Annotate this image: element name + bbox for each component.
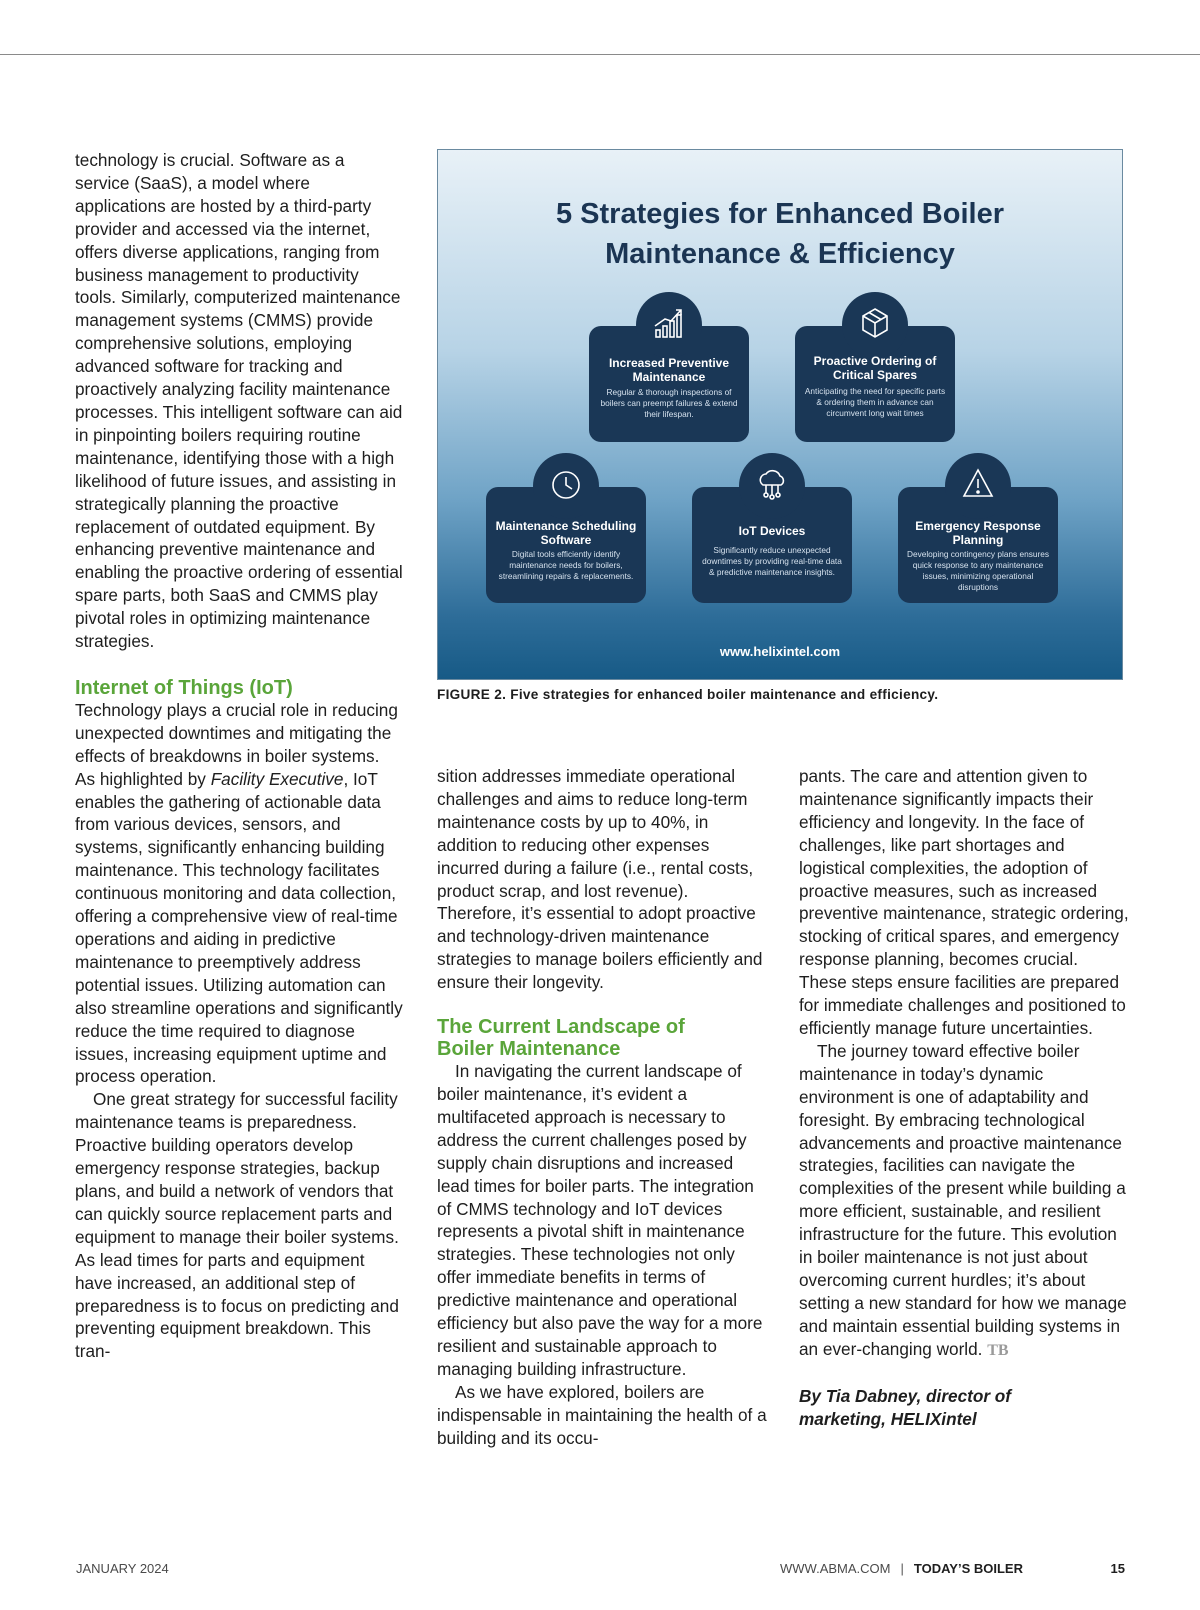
paragraph: pants. The care and attention given to maintenance significantly impacts their efficiency and longevity. In the face of challenges, like part shortages and logistical complexities, the adoption of proactive measures, such as increased preventive maintenance, strategic ordering, stocking of critical spares, and emergency response planning, becomes crucial. These steps ensure facilities are prepared for immediate challenges and positioned to efficiently manage future uncertainties. — [799, 766, 1129, 1038]
parts-box-icon — [842, 292, 908, 358]
growth-chart-icon — [636, 292, 702, 358]
end-mark: TB — [987, 1341, 1009, 1359]
figure-caption: FIGURE 2. Five strategies for enhanced boiler maintenance and efficiency. — [437, 687, 939, 702]
paragraph: As we have explored, boilers are indispensable in maintaining the health of a building and its occu- — [437, 1381, 767, 1448]
paragraph: technology is crucial. Software as a service (SaaS), a model where applications are hosted by a third-party provider and accessed via the internet, offers diverse applications, ranging from business management to productivity tools. Similarly, computerized maintenance management systems (CMMS) provide comprehensive solutions, employing advanced software for tracking and proactively analyzing facility maintenance processes. This intelligent software can aid in pinpointing boilers requiring routine maintenance, identifying those with a high likelihood of future issues, and assisting in strategically planning the proactive replacement of outdated equipment. By enhancing preventive maintenance and enabling the proactive ordering of essential spare parts, both SaaS and CMMS play pivotal roles in optimizing maintenance strategies. — [75, 150, 403, 652]
section-heading-landscape: The Current Landscape of Boiler Maintenance — [437, 1016, 685, 1061]
paragraph: In navigating the current landscape of boiler maintenance, it’s evident a multifaceted approach is necessary to address the current challenges posed by supply chain disruptions and increased lead times for boiler parts. The integration of CMMS technology and IoT devices represents a pivotal shift in maintenance strategies. These technologies not only offer immediate benefits in terms of predictive maintenance and operational efficiency but also pave the way for a more resilient and sustainable approach to managing building infrastructure. — [437, 1061, 763, 1379]
article-column-3 — [799, 765, 1129, 1431]
strategy-card: Emergency Response Planning Developing contingency plans ensures quick response to any maintenance issues, minimizing operational disruptions — [898, 487, 1058, 603]
figure-title: 5 Strategies for Enhanced Boiler Maintenance & Efficiency — [555, 198, 1004, 270]
footer-separator: | — [900, 1561, 904, 1576]
cloud-network-icon — [739, 453, 805, 519]
author-byline: By Tia Dabney, director of marketing, HELIXintel — [799, 1385, 1012, 1429]
footer-magazine: TODAY’S BOILER — [913, 1561, 1023, 1576]
strategy-card: Proactive Ordering of Critical Spares Anticipating the need for specific parts & ordering them in advance can circumvent long wait times — [795, 326, 955, 442]
strategy-card: Maintenance Scheduling Software Digital tools efficiently identify maintenance needs for boilers, streamlining repairs & replacements. — [486, 487, 646, 603]
paragraph: Technology plays a crucial role in reducing unexpected downtimes and mitigating the effects of breakdowns in boiler systems. As highlighted by Facility Executive, IoT enables the gathering of actionable data from various devices, sensors, and systems, significantly enhancing building maintenance. This technology facilitates continuous monitoring and data collection, offering a comprehensive view of real-time operations and aiding in predictive maintenance to preemptively address potential issues. Utilizing automation can also streamline operations and significantly reduce the time required to diagnose issues, increasing equipment uptime and process operation. — [75, 699, 403, 1087]
strategy-card: Increased Preventive Maintenance Regular & thorough inspections of boilers can preempt failures & extend their lifespan. — [589, 326, 749, 442]
paragraph: One great strategy for successful facility maintenance teams is preparedness. Proactive building operators develop emergency response strategies, backup plans, and build a network of vendors that can quickly source replacement parts and equipment to manage their boiler systems. As lead times for parts and equipment have increased, an additional step of preparedness is to focus on predicting and preventing equipment breakdown. This tran- — [75, 1089, 399, 1362]
footer-date: JANUARY 2024 — [76, 1561, 169, 1576]
paragraph: The journey toward effective boiler maintenance in today’s dynamic environment is one of adaptability and foresight. By embracing technological advancements and proactive maintenance strategies, facilities can navigate the complexities of the present while building a more efficient, sustainable, and resilient infrastructure for the future. This evolution in boiler maintenance is not just about overcoming current hurdles; it’s about setting a new standard for how we manage and maintain essential building systems in an ever-changing world. TB — [799, 1040, 1127, 1359]
figure-infographic — [437, 149, 1123, 680]
page-number: 15 — [1110, 1561, 1125, 1576]
section-heading-iot: Internet of Things (IoT) — [75, 676, 293, 699]
strategy-card: IoT Devices Significantly reduce unexpected downtimes by providing real-time data & predictive maintenance insights. — [692, 487, 852, 603]
footer-website: WWW.ABMA.COM — [780, 1561, 891, 1576]
clock-icon — [533, 453, 599, 519]
figure-url: www.helixintel.com — [719, 644, 841, 659]
paragraph: sition addresses immediate operational challenges and aims to reduce long-term maintenance costs by up to 40%, in addition to reducing other expenses incurred during a failure (i.e., rental costs, product scrap, and lost revenue). Therefore, it’s essential to adopt proactive and technology-driven maintenance strategies to manage boilers efficiently and ensure their longevity. — [437, 766, 763, 993]
footer-right — [780, 1561, 1125, 1576]
source-name: Facility Executive — [210, 768, 344, 789]
article-column-1 — [75, 149, 403, 1363]
warning-triangle-icon — [945, 453, 1011, 519]
header-rule — [0, 54, 1200, 55]
article-column-2 — [437, 765, 767, 1449]
